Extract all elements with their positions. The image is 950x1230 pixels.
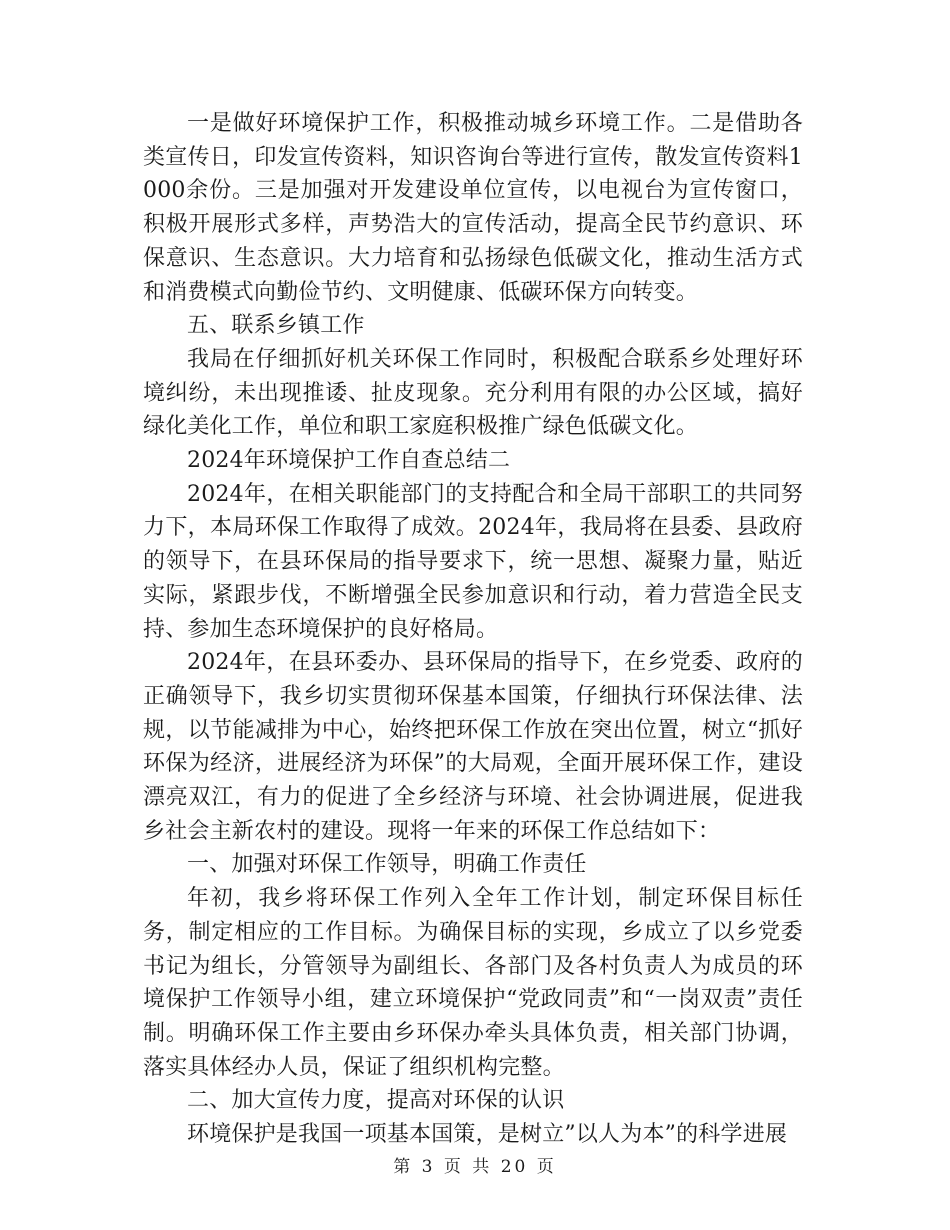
page-footer: 第 3 页 共 20 页	[393, 1157, 557, 1177]
document-title: 2024年环境保护工作自查总结二	[187, 448, 511, 474]
body-paragraph: 2024年，在相关职能部门的支持配合和全局干部职工的共同努力下，本局环保工作取得了成效。2024年，我局将在县委、县政府的领导下，在县环保局的指导要求下，统一思想、凝聚力量，贴近实际，紧跟步伐，不断增强全民参加意识和行动，着力营造全民支持、参加生态环境保护的良好格局。	[143, 481, 803, 642]
body-paragraph: 环境保护是我国一项基本国策，是树立”以人为本”的科学进展	[187, 1122, 788, 1148]
body-paragraph: 一是做好环境保护工作，积极推动城乡环境工作。二是借助各类宣传日，印发宣传资料，知识咨询台等进行宣传，散发宣传资料1000余份。三是加强对开发建设单位宣传，以电视台为宣传窗口，积极开展形式多样，声势浩大的宣传活动，提高全民节约意识、环保意识、生态意识。大力培育和弘扬绿色低碳文化，推动生活方式和消费模式向勤俭节约、文明健康、低碳环保方向转变。	[143, 111, 803, 305]
section-heading: 二、加大宣传力度，提高对环保的认识	[187, 1088, 565, 1114]
section-heading: 五、联系乡镇工作	[187, 313, 365, 339]
section-heading: 一、加强对环保工作领导，明确工作责任	[187, 852, 587, 878]
body-paragraph: 年初，我乡将环保工作列入全年工作计划，制定环保目标任务，制定相应的工作目标。为确保目标的实现，乡成立了以乡党委书记为组长，分管领导为副组长、各部门及各村负责人为成员的环境保护工作领导小组，建立环境保护“党政同责”和“一岗双责”责任制。明确环保工作主要由乡环保办牵头具体负责，相关部门协调，落实具体经办人员，保证了组织机构完整。	[143, 886, 803, 1080]
body-paragraph: 我局在仔细抓好机关环保工作同时，积极配合联系乡处理好环境纠纷，未出现推诿、扯皮现象。充分利用有限的办公区域，搞好绿化美化工作，单位和职工家庭积极推广绿色低碳文化。	[143, 346, 803, 440]
body-paragraph: 2024年，在县环委办、县环保局的指导下，在乡党委、政府的正确领导下，我乡切实贯彻环保基本国策，仔细执行环保法律、法规，以节能减排为中心，始终把环保工作放在突出位置，树立“抓好环保为经济，进展经济为环保”的大局观，全面开展环保工作，建设漂亮双江，有力的促进了全乡经济与环境、社会协调进展，促进我乡社会主新农村的建设。现将一年来的环保工作总结如下：	[143, 650, 803, 844]
document-page	[143, 107, 803, 1152]
